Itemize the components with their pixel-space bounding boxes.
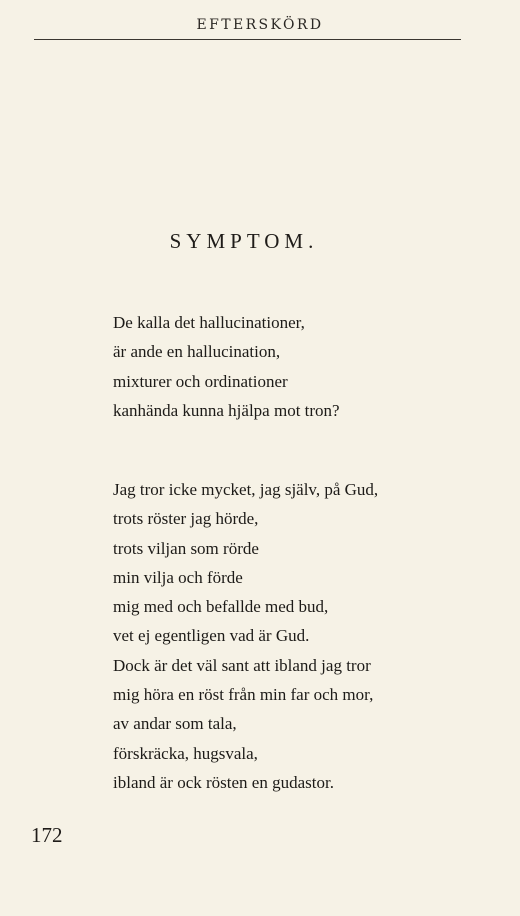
poem-title: SYMPTOM. [169,229,319,253]
verse-line: vet ej egentligen vad är Gud. [113,626,310,646]
verse-line: av andar som tala, [113,714,237,734]
header-rule [34,39,461,40]
verse-line: De kalla det hallucinationer, [113,313,305,332]
verse-line: trots röster jag hörde, [113,509,259,529]
stanza-2 [113,475,473,797]
verse-line: mig höra en röst från min far och mor, [113,685,374,705]
verse-line: förskräcka, hugsvala, [113,743,258,763]
running-header: EFTERSKÖRD [196,17,324,33]
verse-line: mig med och befallde med bud, [113,597,329,617]
verse-line: mixturer och ordinationer [113,371,288,391]
verse-line: trots viljan som rörde [113,538,259,558]
verse-line: Jag tror icke mycket, jag själv, på Gud, [113,480,379,499]
verse-line: ibland är ock rösten en gudastor. [113,772,334,792]
page-number: 172 [31,823,63,847]
verse-line: är ande en hallucination, [113,342,281,362]
verse-line: Dock är det väl sant att ibland jag tror [113,655,371,675]
stanza-1 [113,308,473,425]
verse-line: min vilja och förde [113,567,243,587]
verse-line: kanhända kunna hjälpa mot tron? [113,400,340,420]
